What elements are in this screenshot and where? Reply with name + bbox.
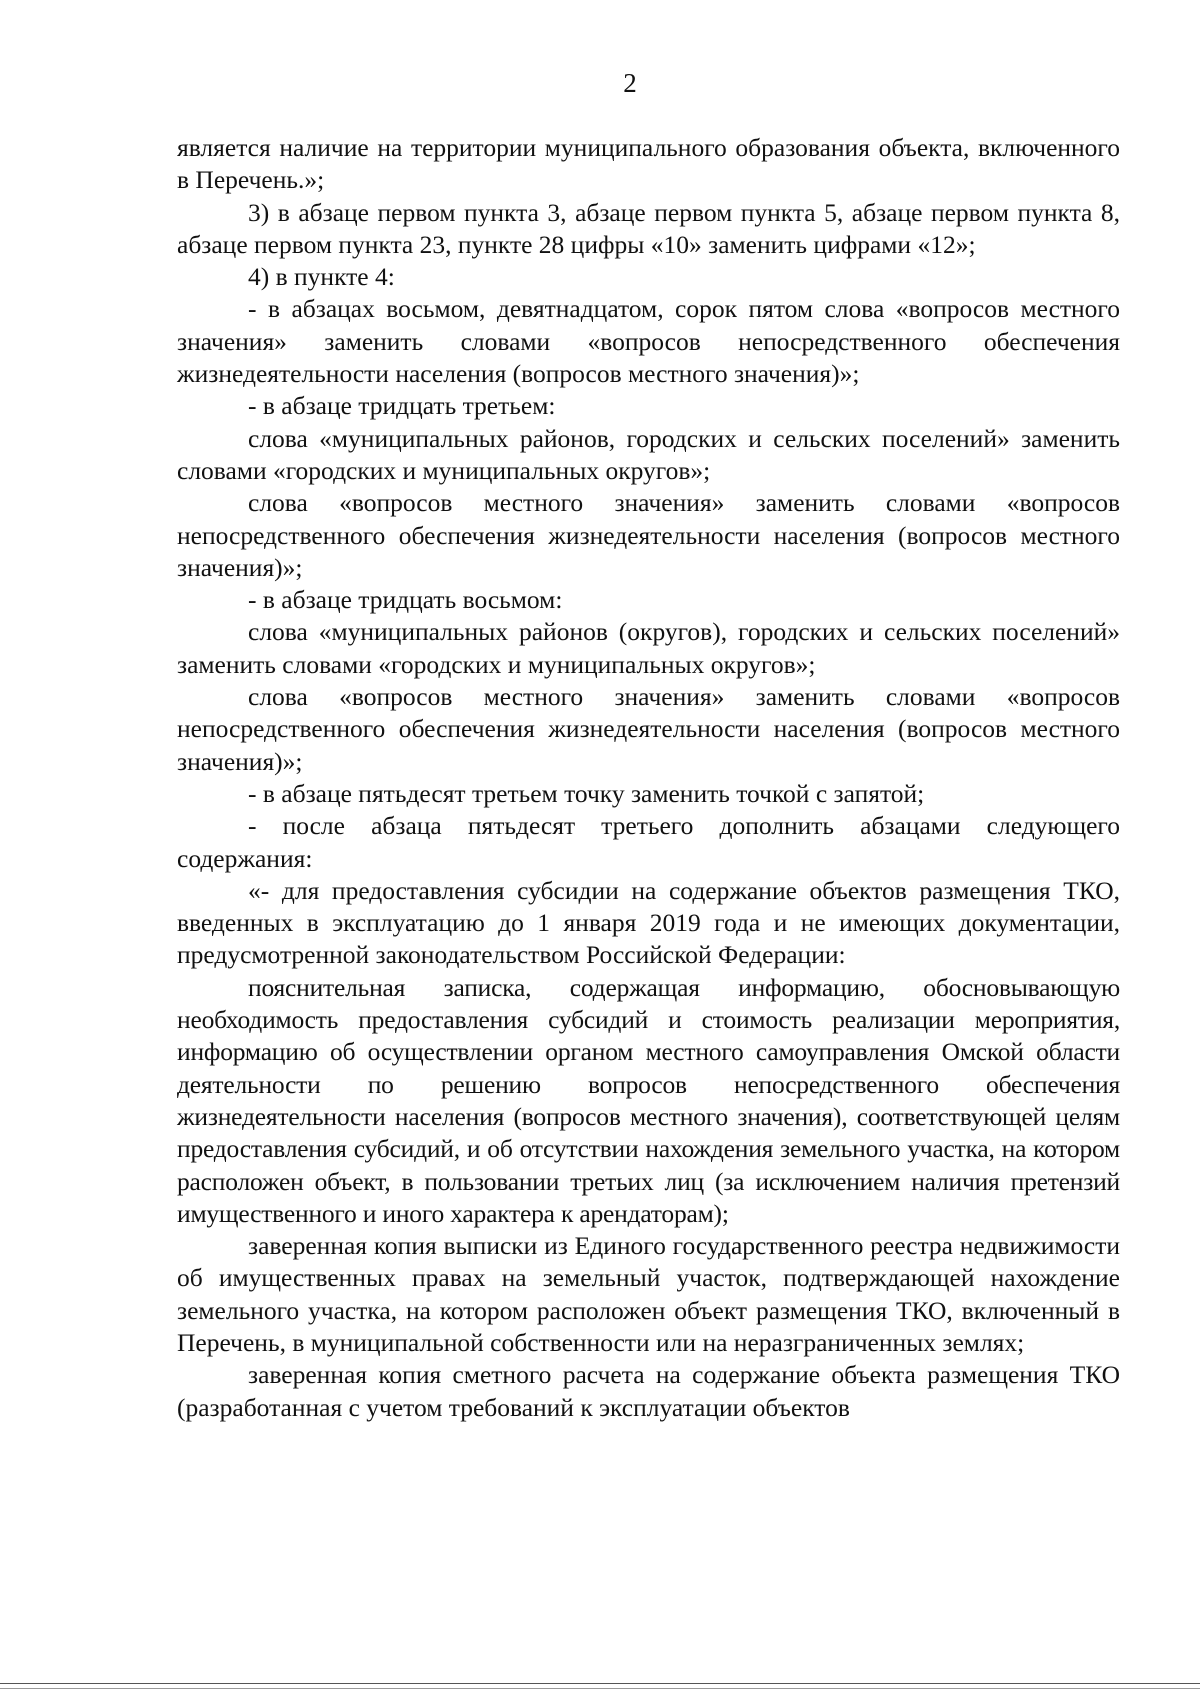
scan-edge-line bbox=[0, 1688, 1200, 1689]
paragraph-item-3: 3) в абзаце первом пункта 3, абзаце первом пункта 5, абзаце первом пункта 8, абзаце первом пункта 23, пункте 28 цифры «10» заменить цифрами «12»; bbox=[177, 197, 1120, 259]
document-body bbox=[177, 132, 1120, 1424]
paragraph-replacement: слова «вопросов местного значения» заменить словами «вопросов непосредственного обеспечения жизнедеятельности населения (вопросов местного значения)»; bbox=[177, 682, 1120, 776]
paragraph-replacement: слова «вопросов местного значения» заменить словами «вопросов непосредственного обеспечения жизнедеятельности населения (вопросов местного значения)»; bbox=[177, 488, 1120, 582]
paragraph-dash-item: - в абзаце тридцать третьем: bbox=[248, 391, 556, 421]
paragraph-estimate-copy: заверенная копия сметного расчета на содержание объекта размещения ТКО (разработанная с учетом требований к эксплуатации объектов bbox=[177, 1360, 1120, 1422]
scan-edge-line bbox=[0, 1683, 1200, 1684]
paragraph-continuation: является наличие на территории муниципального образования объекта, включенного в Перечень.»; bbox=[177, 133, 1120, 195]
paragraph-quoted-addition: «- для предоставления субсидии на содержание объектов размещения ТКО, введенных в эксплуатацию до 1 января 2019 года и не имеющих документации, предусмотренной законодательством Российской Федерации: bbox=[177, 875, 1120, 970]
page-number: 2 bbox=[623, 68, 637, 98]
paragraph-item-4: 4) в пункте 4: bbox=[248, 262, 395, 292]
paragraph-explanatory-note: пояснительная записка, содержащая информацию, обосновывающую необходимость предоставления субсидий и стоимость реализации мероприятия, информацию об осуществлении органом местного самоуправления Омской области деятельности по решению вопросов непосредственного обеспечения жизнедеятельности населения (вопросов местного значения), соответствующей целям предоставления субсидий, и об отсутствии нахождения земельного участка, на котором расположен объект, в пользовании третьих лиц (за исключением наличия претензий имущественного и иного характера к арендаторам); bbox=[177, 972, 1120, 1228]
paragraph-dash-item: - в абзацах восьмом, девятнадцатом, сорок пятом слова «вопросов местного значения» заменить словами «вопросов непосредственного обеспечения жизнедеятельности населения (вопросов местного значения)»; bbox=[177, 294, 1120, 389]
paragraph-dash-item: - после абзаца пятьдесят третьего дополнить абзацами следующего содержания: bbox=[177, 811, 1120, 873]
paragraph-dash-item: - в абзаце тридцать восьмом: bbox=[248, 585, 563, 615]
paragraph-replacement: слова «муниципальных районов, городских и сельских поселений» заменить словами «городских и муниципальных округов»; bbox=[177, 423, 1120, 485]
paragraph-registry-copy: заверенная копия выписки из Единого государственного реестра недвижимости об имущественных правах на земельный участок, подтверждающей нахождение земельного участка, на котором расположен объект размещения ТКО, включенный в Перечень, в муниципальной собственности или на неразграниченных землях; bbox=[177, 1231, 1120, 1357]
paragraph-dash-item: - в абзаце пятьдесят третьем точку заменить точкой с запятой; bbox=[248, 778, 925, 808]
paragraph-replacement: слова «муниципальных районов (округов), городских и сельских поселений» заменить словами «городских и муниципальных округов»; bbox=[177, 617, 1120, 679]
